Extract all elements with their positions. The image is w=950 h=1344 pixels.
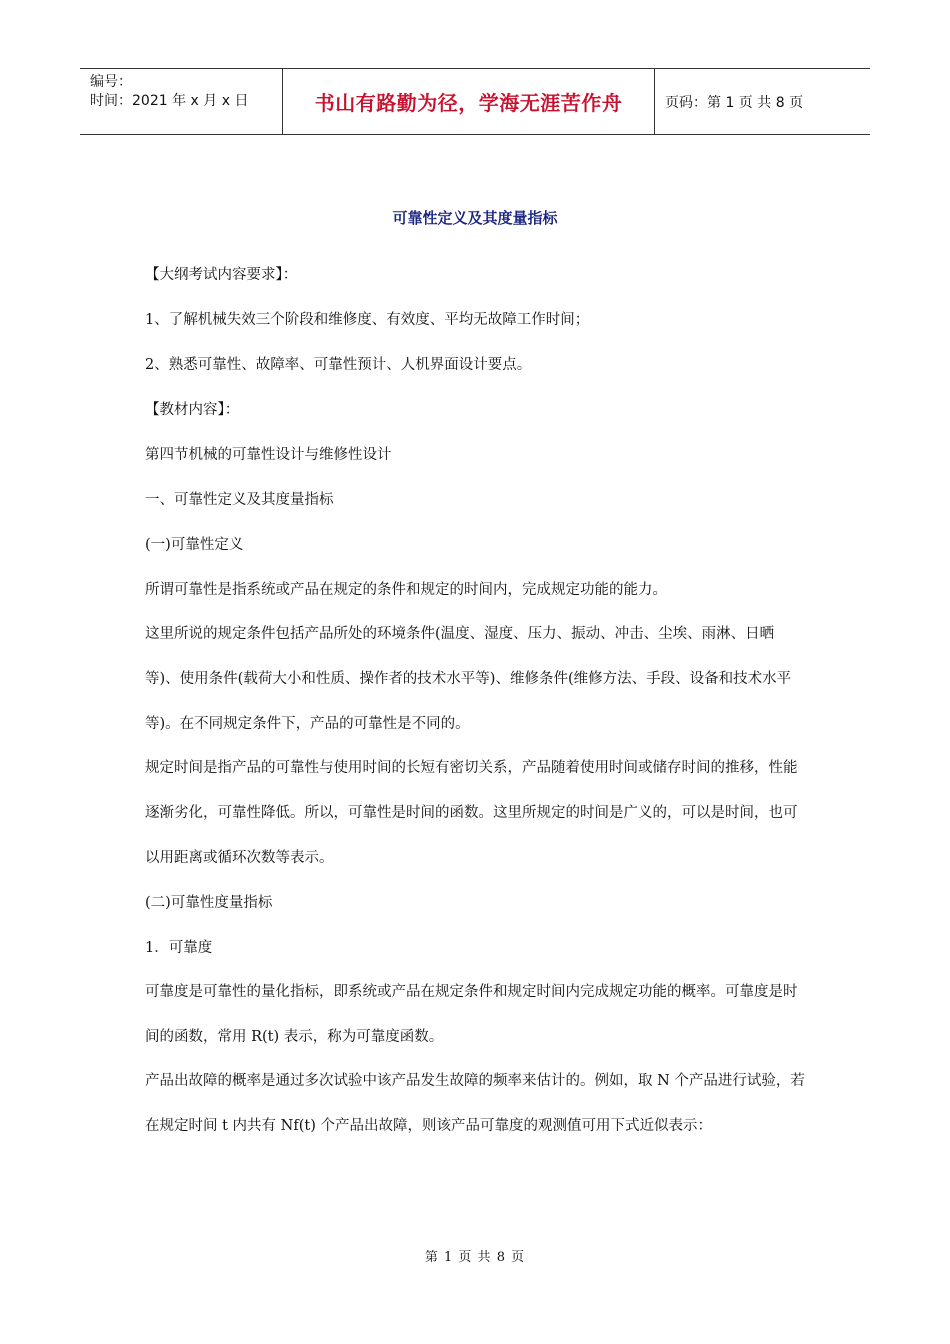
textbook-heading: 【教材内容】： bbox=[145, 402, 240, 418]
doc-number-label: 编号： bbox=[90, 74, 132, 90]
header-page-info: 页码：第 1 页 共 8 页 bbox=[665, 94, 804, 111]
header-table bbox=[80, 68, 870, 135]
header-motto: 书山有路勤为径，学海无涯苦作舟 bbox=[282, 69, 655, 134]
outline-heading: 【大纲考试内容要求】： bbox=[145, 267, 298, 283]
item-heading-metrics: (二)可靠性度量指标 bbox=[145, 895, 273, 911]
item-heading-definition: (一)可靠性定义 bbox=[145, 537, 244, 553]
document-body bbox=[145, 264, 805, 1160]
doc-date-label: 时间：2021 年 x 月 x 日 bbox=[90, 93, 249, 109]
header-meta bbox=[80, 69, 282, 134]
outline-item-1: 1、了解机械失效三个阶段和维修度、有效度、平均无故障工作时间； bbox=[145, 312, 590, 328]
page-footer: 第 1 页 共 8 页 bbox=[424, 1250, 526, 1265]
reliability-paragraph: 可靠度是可靠性的量化指标，即系统或产品在规定条件和规定时间内完成规定功能的概率。可靠度是时间的函数，常用 R(t) 表示，称为可靠度函数。 bbox=[145, 984, 798, 1045]
time-paragraph: 规定时间是指产品的可靠性与使用时间的长短有密切关系，产品随着使用时间或储存时间的推移，性能逐渐劣化，可靠性降低。所以，可靠性是时间的函数。这里所规定的时间是广义的，可以是时间，也可以用距离或循环次数等表示。 bbox=[145, 760, 798, 866]
conditions-paragraph: 这里所说的规定条件包括产品所处的环境条件(温度、湿度、压力、振动、冲击、尘埃、雨淋、日晒等)、使用条件(载荷大小和性质、操作者的技术水平等)、维修条件(维修方法、手段、设备和技术水平等)。在不同规定条件下，产品的可靠性是不同的。 bbox=[145, 626, 792, 732]
section-heading: 第四节机械的可靠性设计与维修性设计 bbox=[145, 447, 392, 463]
document-title: 可靠性定义及其度量指标 bbox=[392, 209, 558, 227]
outline-item-2: 2、熟悉可靠性、故障率、可靠性预计、人机界面设计要点。 bbox=[145, 357, 532, 373]
subsection-heading: 一、可靠性定义及其度量指标 bbox=[145, 492, 334, 508]
probability-paragraph: 产品出故障的概率是通过多次试验中该产品发生故障的频率来估计的。例如，取 N 个产品进行试验，若在规定时间 t 内共有 Nf(t) 个产品出故障，则该产品可靠度的观测值可用下式近似表示： bbox=[145, 1073, 805, 1134]
definition-paragraph: 所谓可靠性是指系统或产品在规定的条件和规定的时间内，完成规定功能的能力。 bbox=[145, 582, 667, 598]
reliability-heading: 1．可靠度 bbox=[145, 940, 213, 956]
